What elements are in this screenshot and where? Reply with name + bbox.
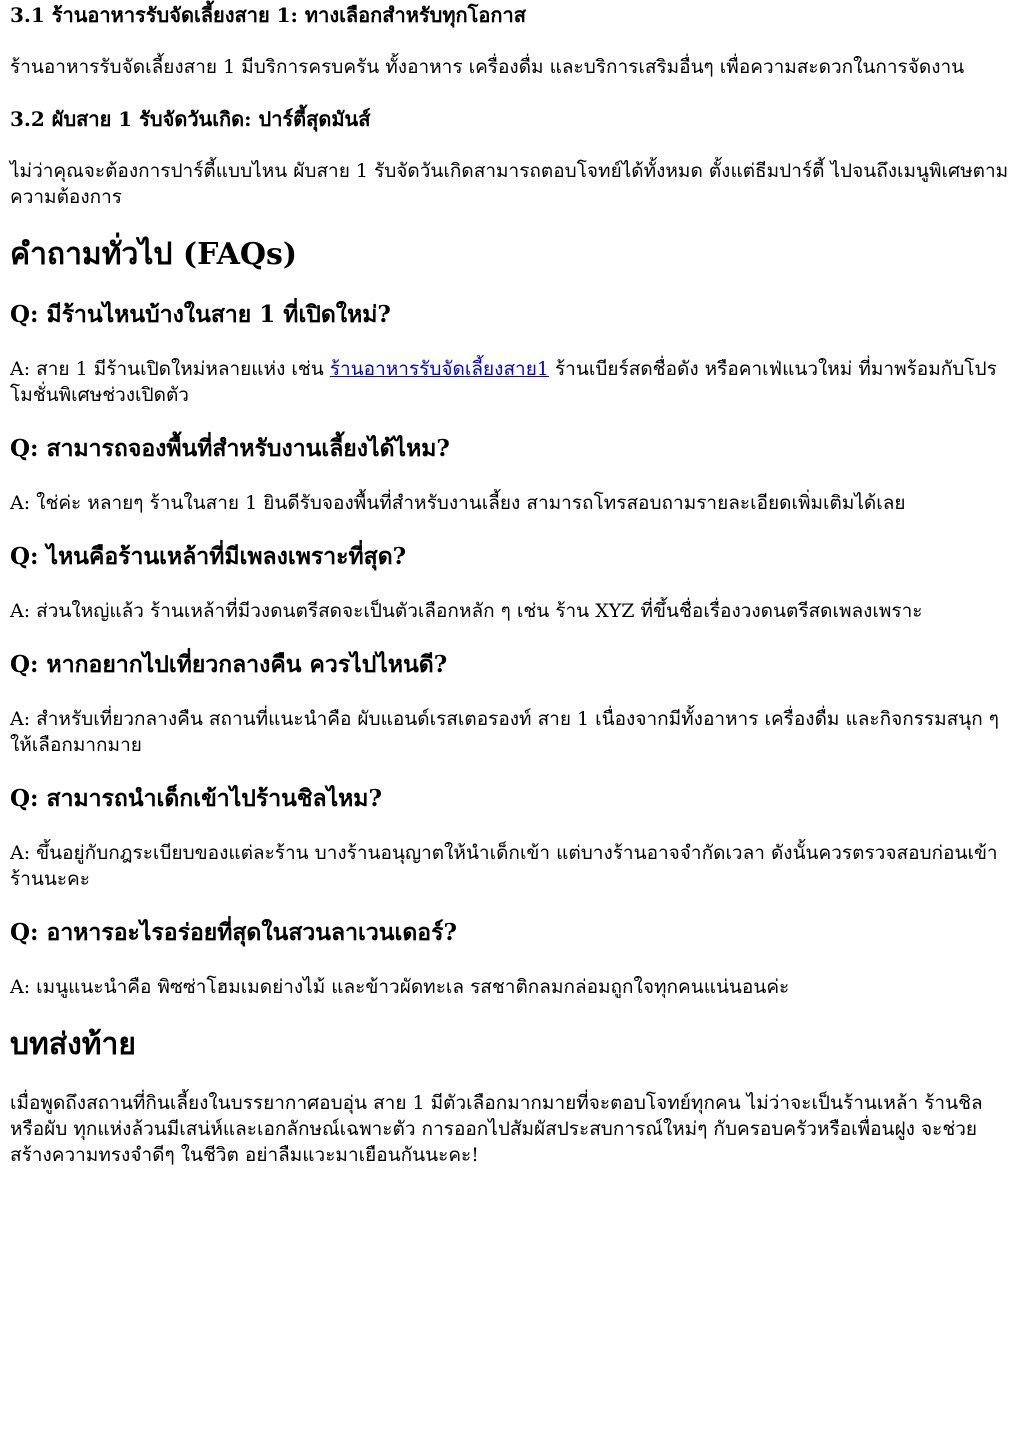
faq-heading: คำถามทั่วไป (FAQs) bbox=[10, 237, 298, 272]
faq-answer-5: A: ขึ้นอยู่กับกฎระเบียบของแต่ละร้าน บางร้านอนุญาตให้นำเด็กเข้า แต่บางร้านอาจจำกัดเวลา ดังนั้นควรตรวจสอบก่อนเข้าร้านนะคะ bbox=[10, 842, 998, 890]
faq-question-6: Q: อาหารอะไรอร่อยที่สุดในสวนลาเวนเดอร์? bbox=[10, 919, 457, 946]
section-body-3-1: ร้านอาหารรับจัดเลี้ยงสาย 1 มีบริการครบครัน ทั้งอาหาร เครื่องดื่ม และบริการเสริมอื่นๆ เพื่อความสะดวกในการจัดงาน bbox=[10, 56, 965, 78]
conclusion-body: เมื่อพูดถึงสถานที่กินเลี้ยงในบรรยากาศอบอุ่น สาย 1 มีตัวเลือกมากมายที่จะตอบโจทย์ทุกคน ไม่ว่าจะเป็นร้านเหล้า ร้านชิล หรือผับ ทุกแห่งล้วนมีเสน่ห์และเอกลักษณ์เฉพาะตัว การออกไปสัมผัสประสบการณ์ใหม่ๆ กับครอบครัวหรือเพื่อนฝูง จะช่วยสร้างความทรงจำดีๆ ในชีวิต อย่าลืมแวะมาเยือนกันนะคะ! bbox=[10, 1092, 983, 1166]
faq-answer-1 bbox=[10, 356, 1012, 408]
faq-answer-6: A: เมนูแนะนำคือ พิซซ่าโฮมเมดย่างไม้ และข้าวผัดทะเล รสชาติกลมกล่อมถูกใจทุกคนแน่นอนค่ะ bbox=[10, 976, 790, 998]
article-page bbox=[0, 2, 1024, 1168]
section-body-3-2: ไม่ว่าคุณจะต้องการปาร์ตี้แบบไหน ผับสาย 1 รับจัดวันเกิดสามารถตอบโจทย์ได้ทั้งหมด ตั้งแต่ธีมปาร์ตี้ ไปจนถึงเมนูพิเศษตามความต้องการ bbox=[10, 160, 1009, 208]
section-heading-3-2: 3.2 ผับสาย 1 รับจัดวันเกิด: ปาร์ตี้สุดมันส์ bbox=[10, 107, 371, 131]
faq-question-1: Q: มีร้านไหนบ้างในสาย 1 ที่เปิดใหม่? bbox=[10, 301, 391, 328]
restaurant-catering-link[interactable]: ร้านอาหารรับจัดเลี้ยงสาย1 bbox=[329, 358, 549, 380]
faq-answer-1-text-after: ร้านเบียร์สดชื่อดัง หรือคาเฟ่แนวใหม่ ที่มาพร้อมกับโปรโมชั่นพิเศษช่วงเปิดตัว bbox=[10, 358, 997, 406]
faq-question-3: Q: ไหนคือร้านเหล้าที่มีเพลงเพราะที่สุด? bbox=[10, 543, 407, 570]
faq-answer-4: A: สำหรับเที่ยวกลางคืน สถานที่แนะนำคือ ผับแอนด์เรสเตอรองท์ สาย 1 เนื่องจากมีทั้งอาหาร เครื่องดื่ม และกิจกรรมสนุก ๆ ให้เลือกมากมาย bbox=[10, 708, 999, 756]
conclusion-heading: บทส่งท้าย bbox=[10, 1027, 136, 1062]
faq-answer-3: A: ส่วนใหญ่แล้ว ร้านเหล้าที่มีวงดนตรีสดจะเป็นตัวเลือกหลัก ๆ เช่น ร้าน XYZ ที่ขึ้นชื่อเรื่องวงดนตรีสดเพลงเพราะ bbox=[10, 600, 923, 622]
faq-answer-1-text-before: A: สาย 1 มีร้านเปิดใหม่หลายแห่ง เช่น bbox=[10, 358, 330, 380]
faq-question-4: Q: หากอยากไปเที่ยวกลางคืน ควรไปไหนดี? bbox=[10, 651, 448, 678]
faq-question-5: Q: สามารถนำเด็กเข้าไปร้านชิลไหม? bbox=[10, 785, 382, 812]
section-heading-3-1: 3.1 ร้านอาหารรับจัดเลี้ยงสาย 1: ทางเลือกสำหรับทุกโอกาส bbox=[10, 3, 526, 27]
faq-answer-2: A: ใช่ค่ะ หลายๆ ร้านในสาย 1 ยินดีรับจองพื้นที่สำหรับงานเลี้ยง สามารถโทรสอบถามรายละเอียดเพิ่มเติมได้เลย bbox=[10, 492, 906, 514]
faq-question-2: Q: สามารถจองพื้นที่สำหรับงานเลี้ยงได้ไหม? bbox=[10, 435, 450, 462]
